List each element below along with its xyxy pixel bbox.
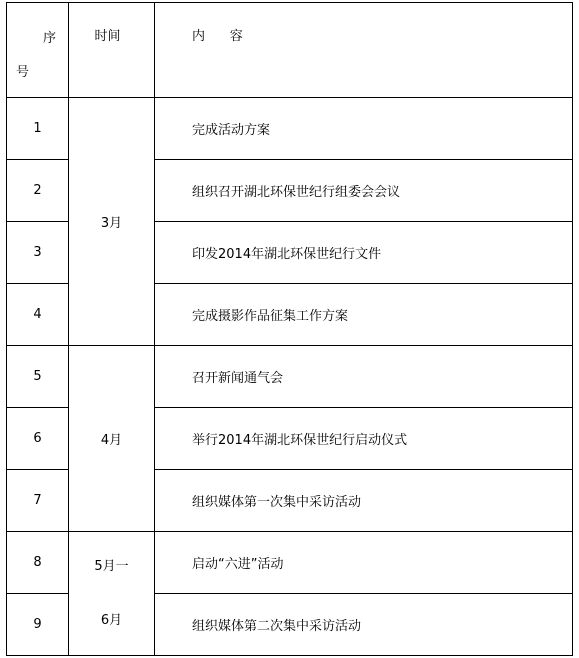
- content-cell: 启动“六进”活动: [155, 532, 573, 594]
- content-cell: 举行2014年湖北环保世纪行启动仪式: [155, 408, 573, 470]
- seq-cell: 8: [7, 532, 69, 594]
- content-cell: 组织召开湖北环保世纪行组委会会议: [155, 160, 573, 222]
- seq-cell: 1: [7, 98, 69, 160]
- table-row: [7, 346, 573, 408]
- table-row: [7, 532, 573, 594]
- content-cell: 完成活动方案: [155, 98, 573, 160]
- seq-cell: 2: [7, 160, 69, 222]
- period-cell-may-june: [69, 532, 155, 656]
- content-cell: 印发2014年湖北环保世纪行文件: [155, 222, 573, 284]
- seq-cell: 9: [7, 594, 69, 656]
- header-seq-label-bottom: 号: [16, 65, 30, 80]
- period-label-line1: 5月一: [94, 558, 129, 574]
- seq-cell: 5: [7, 346, 69, 408]
- seq-cell: 7: [7, 470, 69, 532]
- header-content-label: 内 容: [192, 29, 243, 44]
- schedule-table: [6, 2, 573, 656]
- period-label-line2: 6月: [100, 612, 123, 628]
- content-cell: 召开新闻通气会: [155, 346, 573, 408]
- header-seq-cell: [7, 3, 69, 98]
- header-seq-label-top: 序: [42, 31, 56, 46]
- content-cell: 组织媒体第二次集中采访活动: [155, 594, 573, 656]
- seq-cell: 3: [7, 222, 69, 284]
- period-cell-april: 4月: [69, 346, 155, 532]
- header-content-cell: [155, 3, 573, 98]
- period-cell-march: 3月: [69, 98, 155, 346]
- table-row: [7, 98, 573, 160]
- content-cell: 组织媒体第一次集中采访活动: [155, 470, 573, 532]
- header-time-cell: [69, 3, 155, 98]
- content-cell: 完成摄影作品征集工作方案: [155, 284, 573, 346]
- table-header-row: [7, 3, 573, 98]
- header-time-label: 时间: [94, 29, 121, 44]
- seq-cell: 6: [7, 408, 69, 470]
- seq-cell: 4: [7, 284, 69, 346]
